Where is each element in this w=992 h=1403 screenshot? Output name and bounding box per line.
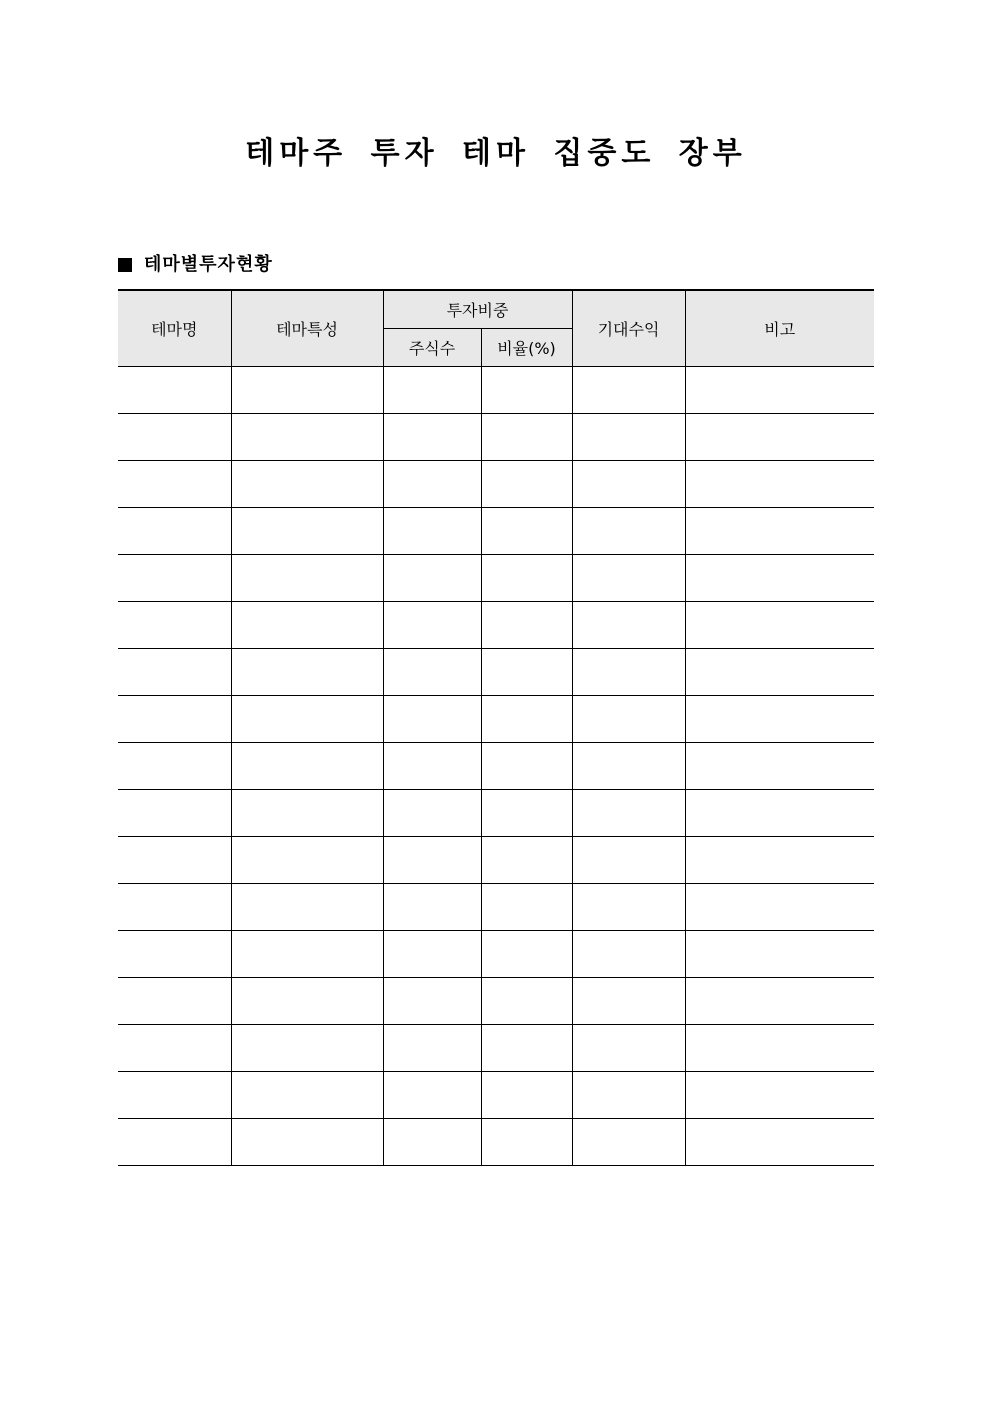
header-investment-weight: 투자비중: [383, 290, 572, 329]
table-row: [118, 602, 874, 649]
ratio-cell[interactable]: [481, 790, 572, 837]
ratio-cell[interactable]: [481, 508, 572, 555]
table-row: [118, 1119, 874, 1166]
remarks-cell[interactable]: [685, 696, 874, 743]
ratio-cell[interactable]: [481, 743, 572, 790]
header-ratio: 비율(%): [481, 329, 572, 367]
share-count-cell[interactable]: [383, 1119, 481, 1166]
expected-return-cell[interactable]: [572, 1072, 685, 1119]
expected-return-cell[interactable]: [572, 414, 685, 461]
ratio-cell[interactable]: [481, 1119, 572, 1166]
theme-investment-table: [118, 289, 874, 1166]
table-row: [118, 1025, 874, 1072]
table-row: [118, 696, 874, 743]
theme-name-cell[interactable]: [118, 602, 231, 649]
share-count-cell[interactable]: [383, 1025, 481, 1072]
ratio-cell[interactable]: [481, 1072, 572, 1119]
ratio-cell[interactable]: [481, 461, 572, 508]
table-row: [118, 1072, 874, 1119]
theme-name-cell[interactable]: [118, 649, 231, 696]
expected-return-cell[interactable]: [572, 978, 685, 1025]
theme-name-cell[interactable]: [118, 743, 231, 790]
theme-name-cell[interactable]: [118, 696, 231, 743]
expected-return-cell[interactable]: [572, 602, 685, 649]
theme-feature-cell[interactable]: [231, 931, 383, 978]
expected-return-cell[interactable]: [572, 696, 685, 743]
share-count-cell[interactable]: [383, 367, 481, 414]
theme-feature-cell[interactable]: [231, 367, 383, 414]
expected-return-cell[interactable]: [572, 508, 685, 555]
share-count-cell[interactable]: [383, 696, 481, 743]
remarks-cell[interactable]: [685, 1072, 874, 1119]
share-count-cell[interactable]: [383, 837, 481, 884]
share-count-cell[interactable]: [383, 414, 481, 461]
theme-feature-cell[interactable]: [231, 602, 383, 649]
expected-return-cell[interactable]: [572, 367, 685, 414]
theme-feature-cell[interactable]: [231, 1025, 383, 1072]
theme-name-cell[interactable]: [118, 1119, 231, 1166]
table-row: [118, 508, 874, 555]
expected-return-cell[interactable]: [572, 790, 685, 837]
share-count-cell[interactable]: [383, 931, 481, 978]
theme-feature-cell[interactable]: [231, 837, 383, 884]
ratio-cell[interactable]: [481, 931, 572, 978]
remarks-cell[interactable]: [685, 461, 874, 508]
share-count-cell[interactable]: [383, 602, 481, 649]
theme-feature-cell[interactable]: [231, 743, 383, 790]
expected-return-cell[interactable]: [572, 1119, 685, 1166]
expected-return-cell[interactable]: [572, 555, 685, 602]
theme-feature-cell[interactable]: [231, 461, 383, 508]
square-bullet-icon: [118, 258, 132, 272]
remarks-cell[interactable]: [685, 837, 874, 884]
theme-feature-cell[interactable]: [231, 1072, 383, 1119]
table-row: [118, 414, 874, 461]
theme-feature-cell[interactable]: [231, 884, 383, 931]
table-body: [118, 367, 874, 1166]
table-row: [118, 461, 874, 508]
theme-feature-cell[interactable]: [231, 414, 383, 461]
remarks-cell[interactable]: [685, 367, 874, 414]
table-row: [118, 555, 874, 602]
table-row: [118, 931, 874, 978]
remarks-cell[interactable]: [685, 508, 874, 555]
table-row: [118, 978, 874, 1025]
theme-feature-cell[interactable]: [231, 555, 383, 602]
ratio-cell[interactable]: [481, 414, 572, 461]
document-title: 테마주 투자 테마 집중도 장부: [245, 136, 747, 171]
theme-name-cell[interactable]: [118, 978, 231, 1025]
theme-feature-cell[interactable]: [231, 696, 383, 743]
theme-feature-cell[interactable]: [231, 649, 383, 696]
share-count-cell[interactable]: [383, 884, 481, 931]
theme-name-cell[interactable]: [118, 790, 231, 837]
expected-return-cell[interactable]: [572, 649, 685, 696]
table-row: [118, 649, 874, 696]
ratio-cell[interactable]: [481, 978, 572, 1025]
remarks-cell[interactable]: [685, 555, 874, 602]
table-row: [118, 743, 874, 790]
ratio-cell[interactable]: [481, 884, 572, 931]
remarks-cell[interactable]: [685, 602, 874, 649]
theme-name-cell[interactable]: [118, 1025, 231, 1072]
theme-name-cell[interactable]: [118, 1072, 231, 1119]
theme-name-cell[interactable]: [118, 884, 231, 931]
theme-feature-cell[interactable]: [231, 790, 383, 837]
remarks-cell[interactable]: [685, 931, 874, 978]
ratio-cell[interactable]: [481, 649, 572, 696]
share-count-cell[interactable]: [383, 790, 481, 837]
table-row: [118, 367, 874, 414]
header-theme-name: 테마명: [118, 290, 231, 367]
theme-name-cell[interactable]: [118, 367, 231, 414]
header-remarks: 비고: [685, 290, 874, 367]
expected-return-cell[interactable]: [572, 931, 685, 978]
table-row: [118, 837, 874, 884]
share-count-cell[interactable]: [383, 649, 481, 696]
theme-name-cell[interactable]: [118, 837, 231, 884]
theme-feature-cell[interactable]: [231, 1119, 383, 1166]
expected-return-cell[interactable]: [572, 837, 685, 884]
expected-return-cell[interactable]: [572, 1025, 685, 1072]
theme-feature-cell[interactable]: [231, 508, 383, 555]
remarks-cell[interactable]: [685, 743, 874, 790]
header-share-count: 주식수: [383, 329, 481, 367]
header-expected-return: 기대수익: [572, 290, 685, 367]
expected-return-cell[interactable]: [572, 461, 685, 508]
ratio-cell[interactable]: [481, 837, 572, 884]
ratio-cell[interactable]: [481, 1025, 572, 1072]
ratio-cell[interactable]: [481, 367, 572, 414]
theme-name-cell[interactable]: [118, 555, 231, 602]
expected-return-cell[interactable]: [572, 743, 685, 790]
theme-name-cell[interactable]: [118, 414, 231, 461]
remarks-cell[interactable]: [685, 790, 874, 837]
section-title: 테마별투자현황: [144, 254, 273, 275]
remarks-cell[interactable]: [685, 414, 874, 461]
share-count-cell[interactable]: [383, 743, 481, 790]
theme-name-cell[interactable]: [118, 461, 231, 508]
table-row: [118, 790, 874, 837]
section-heading: [118, 252, 273, 278]
theme-name-cell[interactable]: [118, 931, 231, 978]
expected-return-cell[interactable]: [572, 884, 685, 931]
remarks-cell[interactable]: [685, 978, 874, 1025]
remarks-cell[interactable]: [685, 1119, 874, 1166]
ratio-cell[interactable]: [481, 696, 572, 743]
table-row: [118, 884, 874, 931]
share-count-cell[interactable]: [383, 508, 481, 555]
share-count-cell[interactable]: [383, 461, 481, 508]
share-count-cell[interactable]: [383, 555, 481, 602]
theme-name-cell[interactable]: [118, 508, 231, 555]
remarks-cell[interactable]: [685, 649, 874, 696]
theme-feature-cell[interactable]: [231, 978, 383, 1025]
share-count-cell[interactable]: [383, 978, 481, 1025]
share-count-cell[interactable]: [383, 1072, 481, 1119]
remarks-cell[interactable]: [685, 1025, 874, 1072]
ratio-cell[interactable]: [481, 602, 572, 649]
remarks-cell[interactable]: [685, 884, 874, 931]
ratio-cell[interactable]: [481, 555, 572, 602]
header-theme-feature: 테마특성: [231, 290, 383, 367]
